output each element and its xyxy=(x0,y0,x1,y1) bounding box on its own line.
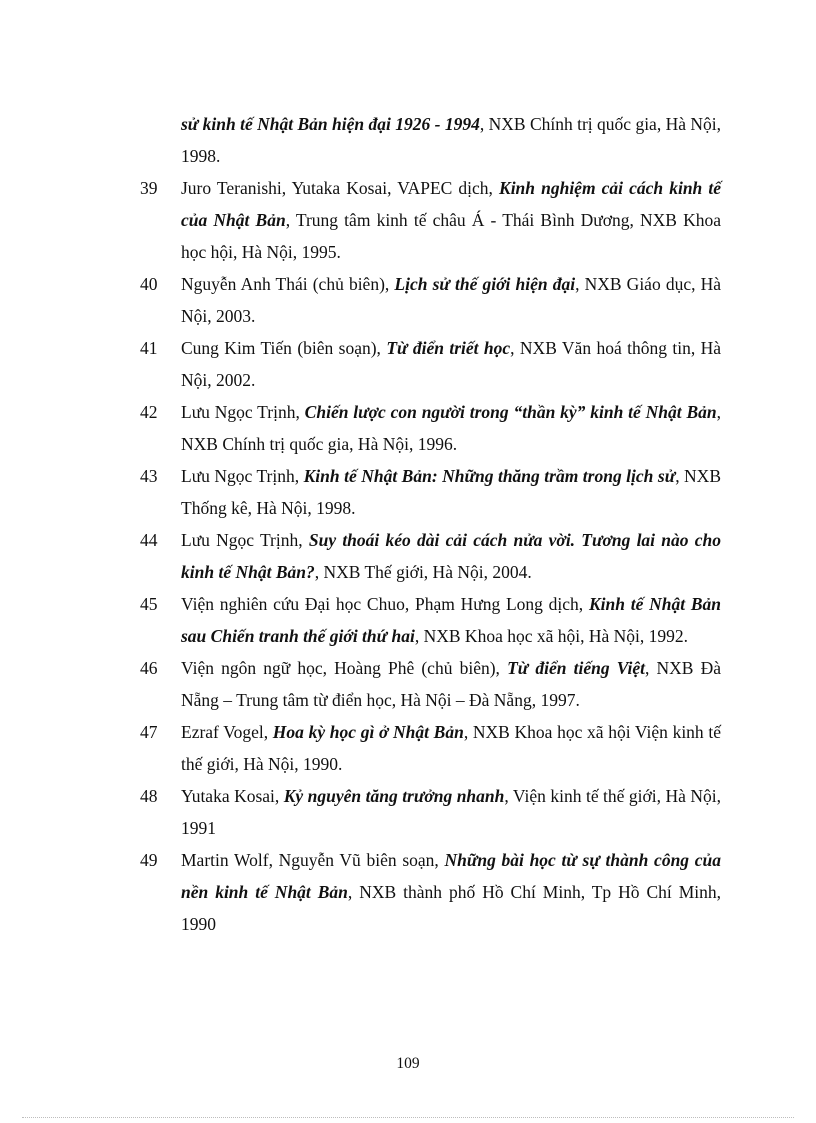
reference-item: 49 Martin Wolf, Nguyễn Vũ biên soạn, Những bài học từ sự thành công của nền kinh tế Nhật Bản, NXB thành phố Hồ Chí Minh, Tp Hồ Chí Minh, 1990 xyxy=(140,844,721,940)
reference-item: 44 Lưu Ngọc Trịnh, Suy thoái kéo dài cải cách nửa vời. Tương lai nào cho kinh tế Nhật Bản?, NXB Thế giới, Hà Nội, 2004. xyxy=(140,524,721,588)
reference-number: 42 xyxy=(140,402,158,422)
reference-title: Kinh tế Nhật Bản sau Chiến tranh thế giới thứ hai xyxy=(181,594,721,646)
reference-item: 48 Yutaka Kosai, Kỷ nguyên tăng trưởng nhanh, Viện kinh tế thế giới, Hà Nội, 1991 xyxy=(140,780,721,844)
reference-number: 44 xyxy=(140,530,158,550)
reference-number: 45 xyxy=(140,594,158,614)
reference-number: 49 xyxy=(140,850,158,870)
reference-item: 41 Cung Kim Tiến (biên soạn), Từ điển triết học, NXB Văn hoá thông tin, Hà Nội, 2002. xyxy=(140,332,721,396)
reference-title: Từ điển tiếng Việt xyxy=(507,658,645,678)
reference-number: 43 xyxy=(140,466,158,486)
reference-item: 46 Viện ngôn ngữ học, Hoàng Phê (chủ biên), Từ điển tiếng Việt, NXB Đà Nẵng – Trung tâm từ điển học, Hà Nội – Đà Nẵng, 1997. xyxy=(140,652,721,716)
reference-item: 39 Juro Teranishi, Yutaka Kosai, VAPEC dịch, Kinh nghiệm cải cách kinh tế của Nhật Bản, Trung tâm kinh tế châu Á - Thái Bình Dương, NXB Khoa học hội, Hà Nội, 1995. xyxy=(140,172,721,268)
reference-number: 39 xyxy=(140,178,158,198)
reference-title: Kỷ nguyên tăng trưởng nhanh xyxy=(283,786,505,806)
reference-title: Hoa kỳ học gì ở Nhật Bản xyxy=(272,722,464,742)
reference-title: Lịch sử thế giới hiện đại xyxy=(394,274,576,294)
reference-number: 40 xyxy=(140,274,158,294)
page-bottom-divider xyxy=(22,1117,794,1118)
reference-title: Kinh nghiệm cải cách kinh tế của Nhật Bản xyxy=(181,178,721,230)
reference-item: 47 Ezraf Vogel, Hoa kỳ học gì ở Nhật Bản, NXB Khoa học xã hội Viện kinh tế thế giới, Hà Nội, 1990. xyxy=(140,716,721,780)
reference-title: Chiến lược con người trong “thần kỳ” kinh tế Nhật Bản xyxy=(304,402,717,422)
reference-title: Những bài học từ sự thành công của nền kinh tế Nhật Bản xyxy=(181,850,721,902)
reference-item: 42 Lưu Ngọc Trịnh, Chiến lược con người trong “thần kỳ” kinh tế Nhật Bản, NXB Chính trị quốc gia, Hà Nội, 1996. xyxy=(140,396,721,460)
reference-item: 43 Lưu Ngọc Trịnh, Kinh tế Nhật Bản: Những thăng trầm trong lịch sử, NXB Thống kê, Hà Nội, 1998. xyxy=(140,460,721,524)
references-list xyxy=(140,108,721,940)
reference-number: 46 xyxy=(140,658,158,678)
reference-title: Từ điển triết học xyxy=(386,338,511,358)
reference-number: 48 xyxy=(140,786,158,806)
reference-continuation: sử kinh tế Nhật Bản hiện đại 1926 - 1994, NXB Chính trị quốc gia, Hà Nội, 1998. xyxy=(181,114,721,166)
reference-title: Suy thoái kéo dài cải cách nửa vời. Tương lai nào cho kinh tế Nhật Bản? xyxy=(181,530,721,582)
reference-number: 47 xyxy=(140,722,158,742)
reference-item: 40 Nguyễn Anh Thái (chủ biên), Lịch sử thế giới hiện đại, NXB Giáo dục, Hà Nội, 2003. xyxy=(140,268,721,332)
reference-title: Kinh tế Nhật Bản: Những thăng trầm trong lịch sử xyxy=(303,466,676,486)
reference-title: sử kinh tế Nhật Bản hiện đại 1926 - 1994 xyxy=(181,114,480,134)
reference-number: 41 xyxy=(140,338,158,358)
page-number: 109 xyxy=(396,1055,420,1072)
reference-item: 45 Viện nghiên cứu Đại học Chuo, Phạm Hưng Long dịch, Kinh tế Nhật Bản sau Chiến tranh thế giới thứ hai, NXB Khoa học xã hội, Hà Nội, 1992. xyxy=(140,588,721,652)
